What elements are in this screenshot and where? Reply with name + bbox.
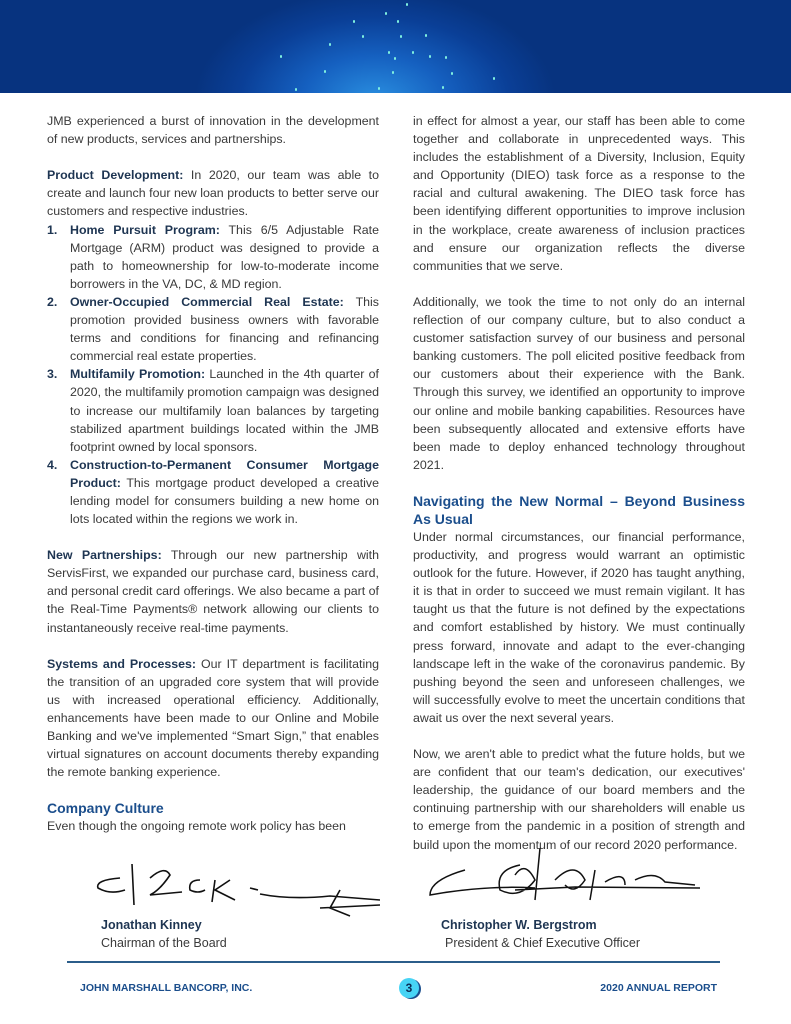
page-number-badge: 3: [399, 978, 419, 998]
signer-title: Chairman of the Board: [101, 936, 227, 950]
item-text: This mortgage product developed a creative lending model for consumers building a new home on lots located within the regions we work in.: [70, 475, 379, 527]
product-list: [47, 221, 379, 529]
label: New Partnerships:: [47, 548, 162, 563]
item-label: Home Pursuit Program:: [70, 222, 220, 237]
list-item: [47, 456, 379, 528]
item-label: Owner-Occupied Commercial Real Estate:: [70, 294, 344, 309]
right-column: [413, 112, 745, 872]
paragraph: Under normal circumstances, our financial performance, productivity, and progress would warrant an optimistic outlook for the future. However, if 2020 has taught anything, it is that in order to succeed we must remain vigilant. It has taught us that the future is not defined by the expectations and comfort established by history. We must continually press forward, innovate and adapt to the ever-changing landscape left in the wake of the coronavirus pandemic. By pushing beyond the seen and unforeseen challenges, we will successfully evolve to meet the uncertain conditions that await us over the next several years.: [413, 529, 745, 725]
header-banner-image: [0, 0, 791, 93]
label: Systems and Processes:: [47, 656, 197, 671]
item-label: Construction-to-Permanent Consumer Mortgage Product:: [70, 457, 379, 490]
paragraph: Now, we aren't able to predict what the future holds, but we are confident that our team's dedication, our executives' leadership, the guidance of our board members and the continuing partnership with our shareholders will enable us to emerge from the pandemic in a position of strength and build upon the momentum of our record 2020 performance.: [413, 747, 745, 852]
navigating-heading: Navigating the New Normal – Beyond Business As Usual: [413, 492, 745, 527]
item-text: This promotion provided business owners with favorable terms and conditions for financing and refinancing commercial real estate properties.: [70, 294, 379, 364]
item-number: 1.: [47, 222, 58, 237]
paragraph: Additionally, we took the time to not only do an internal reflection of our company culture, but to also conduct a customer satisfaction survey of our business and personal banking customers. The poll elicited positive feedback from our customers about their experience with the Bank. Through this survey, we identified an opportunity to improve our online and mobile banking capabilities. Resources have been subsequently allocated and extensive efforts have been made to deploy enhanced technology throughout 2021.: [413, 294, 745, 472]
text: Through our new partnership with ServisFirst, we expanded our purchase card, business card, and personal credit card offerings. We also became a part of the Real-Time Payments® network allowing our clients to instantaneously receive real-time payments.: [47, 548, 379, 635]
list-item: [47, 221, 379, 293]
item-text: This 6/5 Adjustable Rate Mortgage (ARM) product was designed to provide a path to homeownership for low-to-moderate income borrowers in the VA, DC, & MD region.: [70, 222, 379, 291]
item-text: Launched in the 4th quarter of 2020, the multifamily promotion campaign was designed to increase our multifamily loan balances by targeting stabilized apartment buildings located within the JMB footprint owned by local sponsors.: [70, 367, 379, 454]
footer-company: JOHN MARSHALL BANCORP, INC.: [80, 982, 253, 994]
footer-divider: [67, 961, 720, 963]
footer-report-title: 2020 ANNUAL REPORT: [600, 982, 717, 994]
left-column: [47, 112, 379, 836]
company-culture-text: Even though the ongoing remote work policy has been: [47, 819, 346, 834]
signer-title: President & Chief Executive Officer: [445, 936, 640, 950]
systems-paragraph: [47, 655, 379, 782]
text: Our IT department is facilitating the transition of an upgraded core system that will provide us with increased operational efficiency. Additionally, enhancements have been made to our Online and Mobile Banking and we've implemented “Smart Sign,” that enables virtual signatures on account documents thereby expanding the remote banking experience.: [47, 656, 379, 780]
signature-kinney: [90, 850, 380, 920]
paragraph: in effect for almost a year, our staff has been able to come together and collaborate in unprecedented ways. This includes the establishment of a Diversity, Inclusion, Equity and Opportunity (DIEO) task force as a response to the racial and cultural awakening. The DIEO task force has been identifying different opportunities to improve inclusion in the workplace, create awareness of inclusion practices and ensure our organization reflects the diverse communities that we serve.: [413, 114, 745, 273]
item-label: Multifamily Promotion:: [70, 367, 206, 382]
new-partnerships-paragraph: [47, 546, 379, 636]
label: Product Development:: [47, 168, 184, 183]
list-item: [47, 293, 379, 365]
company-culture-heading: Company Culture: [47, 800, 164, 817]
intro-paragraph: JMB experienced a burst of innovation in the development of new products, services and partnerships.: [47, 114, 379, 147]
item-number: 4.: [47, 457, 58, 472]
item-number: 2.: [47, 294, 58, 309]
product-development-paragraph: [47, 166, 379, 220]
text: In 2020, our team was able to create and launch four new loan products to better serve our customers and respective industries.: [47, 168, 379, 219]
signer-name: Christopher W. Bergstrom: [441, 918, 597, 932]
item-number: 3.: [47, 367, 58, 382]
signature-bergstrom: [425, 840, 705, 920]
signer-name: Jonathan Kinney: [101, 918, 202, 932]
list-item: [47, 365, 379, 455]
